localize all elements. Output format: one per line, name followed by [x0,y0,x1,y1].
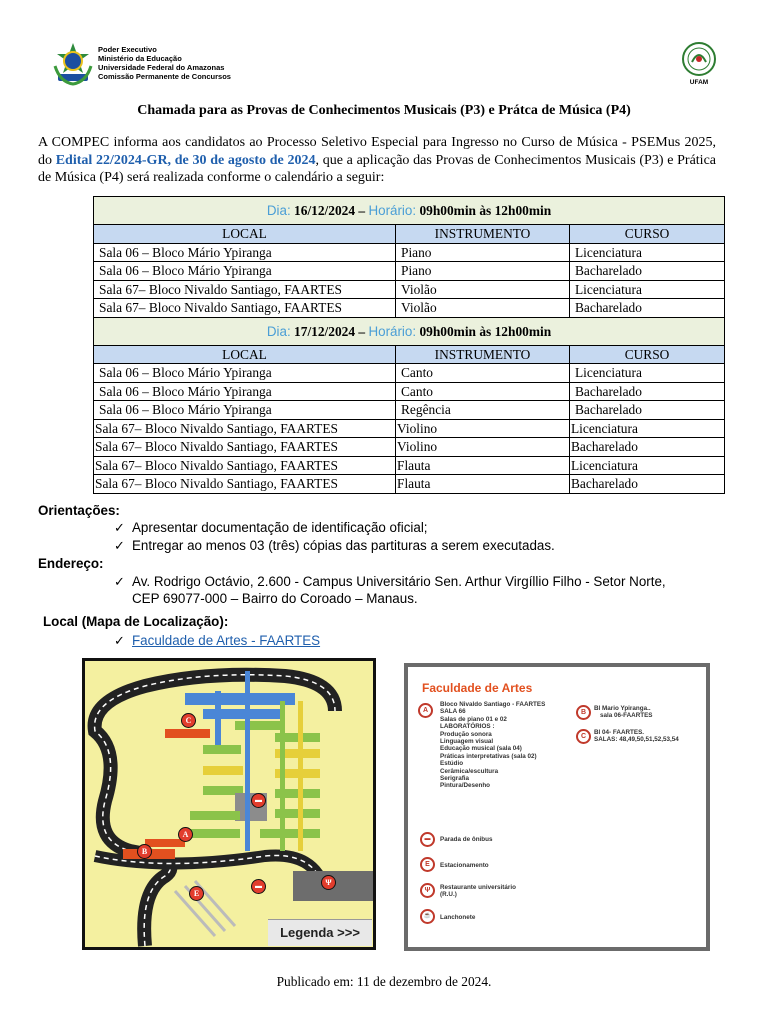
local-heading: Local (Mapa de Localização): [43,614,229,629]
legend-a-line: Bloco Nivaldo Santiago - FAARTES [440,701,546,708]
cell-instrumento: Violino [396,419,570,438]
map-pin-c[interactable]: C [181,713,196,728]
horario-label: Horário: [368,323,417,339]
legend-bus-stop: Parada de ônibus [440,836,493,843]
bus-stop-pin-icon[interactable]: ▬ [251,793,266,808]
legend-pin-c: C [576,729,591,744]
map-legend-content [408,667,706,947]
checkmark-icon: ✓ [114,574,125,589]
map-pin-a[interactable]: A [178,827,193,842]
table-row [94,382,725,401]
legend-restaurant [440,884,516,899]
orientacao-item [114,537,555,554]
orientacao-text: Apresentar documentação de identificação oficial; [132,520,428,535]
legend-snack-bar: Lanchonete [440,914,476,921]
brazil-coat-of-arms-icon [52,42,94,86]
legend-a-line: Linguagem visual [440,738,494,746]
endereco-heading: Endereço: [38,556,104,571]
column-header: LOCAL [94,225,396,244]
local-item [114,632,320,649]
legend-c-line: SALAS: 48,49,50,51,52,53,54 [594,736,679,744]
date-row [94,317,725,345]
legend-b-line: Bl Mario Ypiranga.. [594,705,651,712]
endereco-line2: CEP 69077-000 – Bairro do Coroado – Manaus. [132,591,418,606]
table-header-row [94,225,725,244]
cell-instrumento: Flauta [396,456,570,475]
legend-a-line: Produção sonora [440,730,492,738]
parking-icon: E [420,857,435,872]
cell-local: Sala 67– Bloco Nivaldo Santiago, FAARTES [94,280,396,299]
header-line: Universidade Federal do Amazonas [98,63,225,72]
legend-a-line: Serigrafia [440,775,470,783]
ufam-logo [678,40,720,90]
checkmark-icon: ✓ [114,520,125,535]
cell-curso: Bacharelado [570,401,725,420]
legend-a-line: LABORATÓRIOS : [440,723,495,731]
ufam-logo-text: UFAM [689,79,709,86]
legend-c-line: Bl 04- FAARTES. [594,729,645,736]
snack-bar-icon: ☕ [420,909,435,924]
restaurant-icon: Ψ [420,883,435,898]
table-row [94,262,725,281]
map-pin-e[interactable]: E [189,886,204,901]
table-header-row [94,345,725,364]
header-line: Ministério da Educação [98,54,182,63]
date-value: 16/12/2024 – [294,203,366,218]
legend-a-line: SALA 66 [440,708,466,716]
legend-restaurant-line: Restaurante universitário [440,884,516,891]
legend-a-line: Cerâmica/escultura [440,767,499,775]
table-row [94,299,725,318]
header-line: Comissão Permanente de Concursos [98,72,231,81]
cell-instrumento: Violão [396,299,570,318]
bus-stop-icon: ▬ [420,832,435,847]
cell-instrumento: Piano [396,262,570,281]
cell-local: Sala 67– Bloco Nivaldo Santiago, FAARTES [94,299,396,318]
orientacoes-heading: Orientações: [38,503,120,518]
legend-a-line: Práticas interpretativas (sala 02) [440,752,537,760]
legend-parking: Estacionamento [440,862,489,869]
orientacao-item [114,519,428,536]
cell-curso: Licenciatura [570,364,725,383]
cell-curso: Bacharelado [570,382,725,401]
cell-curso: Bacharelado [570,262,725,281]
cell-local: Sala 06 – Bloco Mário Ypiranga [94,382,396,401]
cell-instrumento: Violino [396,438,570,457]
table-row [94,456,725,475]
table-row [94,280,725,299]
legend-pin-a: A [418,703,433,718]
cell-local: Sala 06 – Bloco Mário Ypiranga [94,364,396,383]
bus-stop-pin-icon[interactable]: ▬ [251,879,266,894]
legend-a-text [440,701,545,790]
campus-map [82,658,376,950]
page-header [50,40,720,90]
intro-text: A COMPEC informa aos candidatos ao Processo Seletivo Especial para Ingresso no Curso de Música - PSEMus 2025, do [38,135,716,168]
checkmark-icon: ✓ [114,633,125,648]
time-value: 09h00min às 12h00min [419,323,552,339]
legend-title: Faculdade de Artes [422,681,533,695]
dia-label: Dia: [266,203,291,218]
cell-curso: Bacharelado [570,299,725,318]
cell-local: Sala 06 – Bloco Mário Ypiranga [94,243,396,262]
date-cell [94,317,725,345]
table-row [94,419,725,438]
orientacao-text: Entregar ao menos 03 (três) cópias das partituras a serem executadas. [132,538,555,553]
column-header: LOCAL [94,345,396,364]
legend-button[interactable]: Legenda >>> [268,919,372,946]
cell-local: Sala 67– Bloco Nivaldo Santiago, FAARTES [94,456,396,475]
legend-b-line: sala 06-FAARTES [600,712,653,720]
cell-curso: Bacharelado [570,475,725,494]
checkmark-icon: ✓ [114,538,125,553]
cell-curso: Licenciatura [570,243,725,262]
intro-text: , que a aplicação das Provas de Conhecimentos Musicais (P3) e Prática de Música (P4) será realizada conforme o calendário a seguir: [38,152,716,185]
date-value: 17/12/2024 – [294,323,366,339]
legend-c-text [594,729,679,744]
endereco-item [114,573,734,590]
legend-b-text [594,705,653,720]
restaurant-pin-icon[interactable]: Ψ [321,875,336,890]
legend-pin-b: B [576,705,591,720]
cell-curso: Licenciatura [570,419,725,438]
cell-curso: Bacharelado [570,438,725,457]
date-cell [94,197,725,225]
table-row [94,401,725,420]
dia-label: Dia: [266,323,291,339]
faartes-link[interactable]: Faculdade de Artes - FAARTES [132,633,321,648]
legend-a-line: Educação musical (sala 04) [440,745,522,753]
cell-local: Sala 67– Bloco Nivaldo Santiago, FAARTES [94,419,396,438]
cell-instrumento: Canto [396,364,570,383]
cell-instrumento: Canto [396,382,570,401]
column-header: CURSO [570,345,725,364]
cell-local: Sala 67– Bloco Nivaldo Santiago, FAARTES [94,475,396,494]
cell-instrumento: Regência [396,401,570,420]
legend-a-line: Salas de piano 01 e 02 [440,715,507,723]
date-row [94,197,725,225]
map-legend-panel [404,663,710,951]
time-value: 09h00min às 12h00min [419,203,552,218]
campus-map-drawing [85,661,373,947]
cell-instrumento: Flauta [396,475,570,494]
horario-label: Horário: [368,203,417,218]
table-row [94,243,725,262]
ufam-emblem-icon [678,40,720,78]
endereco-line1: Av. Rodrigo Octávio, 2.600 - Campus Universitário Sen. Arthur Virgíllio Filho - Setor Norte, [132,574,666,589]
legend-a-line: Pintura/Desenho [440,782,491,790]
header-line: Poder Executivo [98,45,157,54]
cell-instrumento: Violão [396,280,570,299]
intro-paragraph [38,134,716,187]
table-row [94,475,725,494]
cell-local: Sala 67– Bloco Nivaldo Santiago, FAARTES [94,438,396,457]
column-header: INSTRUMENTO [396,225,570,244]
edital-reference: Edital 22/2024-GR, de 30 de agosto de 2024 [55,152,316,168]
map-pin-b[interactable]: B [137,844,152,859]
institution-lines [98,45,231,81]
cell-curso: Licenciatura [570,280,725,299]
cell-curso: Licenciatura [570,456,725,475]
legend-a-line: Estúdio [440,760,464,768]
schedule-table-day1 [93,196,725,494]
column-header: CURSO [570,225,725,244]
published-date: Publicado em: 11 de dezembro de 2024. [276,974,492,989]
table-row [94,438,725,457]
table-row [94,364,725,383]
cell-local: Sala 06 – Bloco Mário Ypiranga [94,401,396,420]
cell-instrumento: Piano [396,243,570,262]
cell-local: Sala 06 – Bloco Mário Ypiranga [94,262,396,281]
page-title: Chamada para as Provas de Conhecimentos Musicais (P3) e Prátca de Música (P4) [137,103,631,118]
legend-restaurant-line: (R.U.) [440,891,457,899]
column-header: INSTRUMENTO [396,345,570,364]
